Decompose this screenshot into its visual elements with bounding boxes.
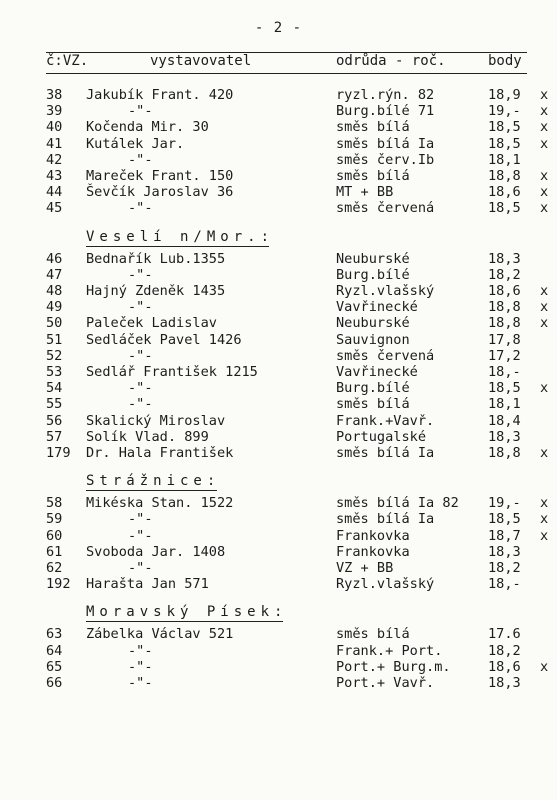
entry-number: 41 [46,135,63,152]
entry-mark: x [540,103,549,120]
entry-row [0,332,557,348]
entry-number: 38 [46,87,63,103]
entry-variety: Sauvignon [336,331,410,348]
entry-row [0,396,557,412]
entry-number: 59 [46,511,63,528]
entry-row [0,283,557,299]
entry-exhibitor: -"- [128,675,153,691]
entry-exhibitor: Zábelka Václav 521 [86,626,234,643]
entry-points: 19,- [488,495,521,512]
entry-points: 18,5 [488,135,521,152]
entry-variety: Ryzl.vlašský [336,283,435,299]
entry-row [0,200,557,216]
entry-row [0,429,557,445]
entry-variety: Frank.+Vavř. [336,412,435,429]
entry-variety: směs bílá Ia [336,445,435,461]
entry-row [0,675,557,691]
entry-points: 18,4 [488,412,521,429]
entry-variety: směs bílá Ia 82 [336,495,459,512]
entry-variety: Frankovka [336,527,410,544]
entry-exhibitor: Ševčík Jaroslav 36 [86,184,234,201]
entry-points: 18,- [488,576,521,593]
entry-exhibitor: -"- [128,642,153,659]
entry-exhibitor: Hajný Zdeněk 1435 [86,283,226,299]
entry-row [0,119,557,135]
section-title: Veselí n/Mor.: [86,228,275,245]
entry-row [0,103,557,119]
entry-exhibitor: -"- [128,511,153,528]
entry-points: 18,6 [488,658,521,675]
entry-mark: x [540,511,549,528]
entry-variety: Vavřinecké [336,364,418,380]
entry-row [0,528,557,544]
entry-exhibitor: -"- [128,200,153,217]
entry-row [0,251,557,267]
entry-points: 18,5 [488,380,521,397]
entry-number: 62 [46,560,63,576]
entry-exhibitor: Kočenda Mir. 30 [86,119,209,136]
entry-number: 40 [46,119,63,136]
entry-variety: VZ + BB [336,560,394,576]
entry-variety: Ryzl.vlašský [336,576,435,593]
entry-exhibitor: Mareček Frant. 150 [86,168,234,184]
entry-points: 18,1 [488,396,521,413]
entry-number: 52 [46,347,63,364]
column-header-exhibitor: vystavovatel [150,53,252,69]
entry-variety: Port.+ Vavř. [336,675,435,691]
entry-points: 17,2 [488,347,521,364]
entry-number: 45 [46,200,63,217]
entry-points: 18,2 [488,266,521,283]
entry-row [0,445,557,461]
entry-row [0,511,557,527]
entry-row [0,659,557,675]
entry-exhibitor: Sedláček Pavel 1426 [86,331,242,348]
entry-points: 18,8 [488,168,521,184]
entry-points: 18,9 [488,87,521,103]
entry-number: 64 [46,642,63,659]
entry-row [0,348,557,364]
entry-mark: x [540,283,549,299]
section-title: Moravský Písek: [86,604,288,621]
entry-mark: x [540,495,549,512]
section-title: Strážnice: [86,473,221,490]
entry-exhibitor: Skalický Miroslav [86,412,226,429]
column-header-number: č:VZ. [46,53,89,69]
entry-number: 65 [46,658,63,675]
entry-number: 55 [46,396,63,413]
entry-mark: x [540,315,549,332]
entry-row [0,643,557,659]
entry-row [0,299,557,315]
entry-number: 49 [46,299,63,316]
entry-number: 48 [46,283,63,299]
entry-mark: x [540,527,549,544]
entry-exhibitor: -"- [128,560,153,576]
entry-mark: x [540,445,549,461]
entry-exhibitor: -"- [128,299,153,316]
entry-number: 63 [46,626,63,643]
entry-points: 18,8 [488,445,521,461]
entry-mark: x [540,380,549,397]
entry-variety: Frank.+ Port. [336,642,443,659]
entry-variety: Neuburské [336,250,410,267]
entry-mark: x [540,299,549,316]
entry-number: 42 [46,151,63,168]
section-title-underline [86,490,217,491]
entry-points: 18,3 [488,675,521,691]
entry-row [0,495,557,511]
entry-points: 18,8 [488,315,521,332]
entry-variety: Vavřinecké [336,299,418,316]
entry-variety: Burg.bílé 71 [336,103,435,120]
entry-row [0,380,557,396]
entry-mark: x [540,87,549,103]
entry-row [0,87,557,103]
entry-exhibitor: Kutálek Jar. [86,135,185,152]
entry-number: 46 [46,250,63,267]
entry-number: 43 [46,168,63,184]
entry-number: 56 [46,412,63,429]
entry-exhibitor: Svoboda Jar. 1408 [86,543,226,560]
entry-variety: směs bílá [336,396,410,413]
section-title-underline [86,246,269,247]
entry-variety: směs bílá Ia [336,135,435,152]
entry-points: 18,3 [488,250,521,267]
entry-points: 18,1 [488,151,521,168]
entry-number: 179 [46,445,71,461]
entry-row [0,152,557,168]
entry-number: 61 [46,543,63,560]
entry-number: 192 [46,576,71,593]
entry-points: 18,2 [488,560,521,576]
entry-points: 18,7 [488,527,521,544]
entry-mark: x [540,135,549,152]
entry-variety: Portugalské [336,428,427,445]
entry-exhibitor: Mikéska Stan. 1522 [86,495,234,512]
entry-points: 18,8 [488,299,521,316]
entry-number: 47 [46,266,63,283]
entry-number: 66 [46,675,63,691]
entry-points: 18,6 [488,283,521,299]
column-header-points: body [488,53,522,69]
entry-points: 19,- [488,103,521,120]
entry-exhibitor: Dr. Hala František [86,445,234,461]
entry-variety: Frankovka [336,543,410,560]
entry-exhibitor: -"- [128,527,153,544]
entry-row [0,413,557,429]
entry-exhibitor: Paleček Ladislav [86,315,217,332]
entry-row [0,364,557,380]
entry-variety: směs červ.Ib [336,151,435,168]
entry-exhibitor: Harašta Jan 571 [86,576,209,593]
entry-row [0,315,557,331]
entry-row [0,136,557,152]
entry-points: 18,6 [488,184,521,201]
entry-mark: x [540,119,549,136]
entry-mark: x [540,184,549,201]
entry-points: 17,8 [488,331,521,348]
entry-number: 57 [46,428,63,445]
entry-points: 18,2 [488,642,521,659]
entry-exhibitor: -"- [128,266,153,283]
entry-exhibitor: -"- [128,396,153,413]
entry-exhibitor: Solík Vlad. 899 [86,428,209,445]
entry-row [0,168,557,184]
entry-variety: směs bílá Ia [336,511,435,528]
entry-mark: x [540,168,549,184]
entry-number: 50 [46,315,63,332]
entry-variety: ryzl.rýn. 82 [336,87,435,103]
entry-number: 58 [46,495,63,512]
entry-number: 51 [46,331,63,348]
header-top-rule [46,52,527,53]
entry-variety: Burg.bílé [336,266,410,283]
entry-exhibitor: -"- [128,380,153,397]
entry-points: 18,3 [488,428,521,445]
entry-mark: x [540,658,549,675]
entry-variety: směs červená [336,347,435,364]
entry-row [0,544,557,560]
entry-row [0,267,557,283]
entry-variety: MT + BB [336,184,394,201]
entry-variety: směs bílá [336,626,410,643]
entry-exhibitor: -"- [128,103,153,120]
entry-exhibitor: -"- [128,151,153,168]
entry-exhibitor: Sedlář František 1215 [86,364,258,380]
entry-row [0,576,557,592]
entry-points: 18,5 [488,511,521,528]
entry-number: 54 [46,380,63,397]
entry-exhibitor: Jakubík Frant. 420 [86,87,234,103]
entry-points: 17.6 [488,626,521,643]
entry-points: 18,5 [488,119,521,136]
entry-row [0,184,557,200]
entry-variety: směs červená [336,200,435,217]
entry-points: 18,- [488,364,521,380]
entry-mark: x [540,200,549,217]
entry-variety: Neuburské [336,315,410,332]
entry-number: 53 [46,364,63,380]
page-number: - 2 - [254,20,303,36]
column-header-variety: odrůda - roč. [336,53,446,69]
entry-points: 18,3 [488,543,521,560]
entry-points: 18,5 [488,200,521,217]
entry-variety: Burg.bílé [336,380,410,397]
entry-exhibitor: -"- [128,347,153,364]
header-bottom-rule [46,73,527,74]
entry-variety: Port.+ Burg.m. [336,658,451,675]
entry-row [0,626,557,642]
entry-number: 39 [46,103,63,120]
section-title-underline [86,621,283,622]
entry-number: 44 [46,184,63,201]
entry-row [0,560,557,576]
entry-variety: směs bílá [336,119,410,136]
entry-variety: směs bílá [336,168,410,184]
entry-exhibitor: Bednařík Lub.1355 [86,250,226,267]
entry-number: 60 [46,527,63,544]
entry-exhibitor: -"- [128,658,153,675]
